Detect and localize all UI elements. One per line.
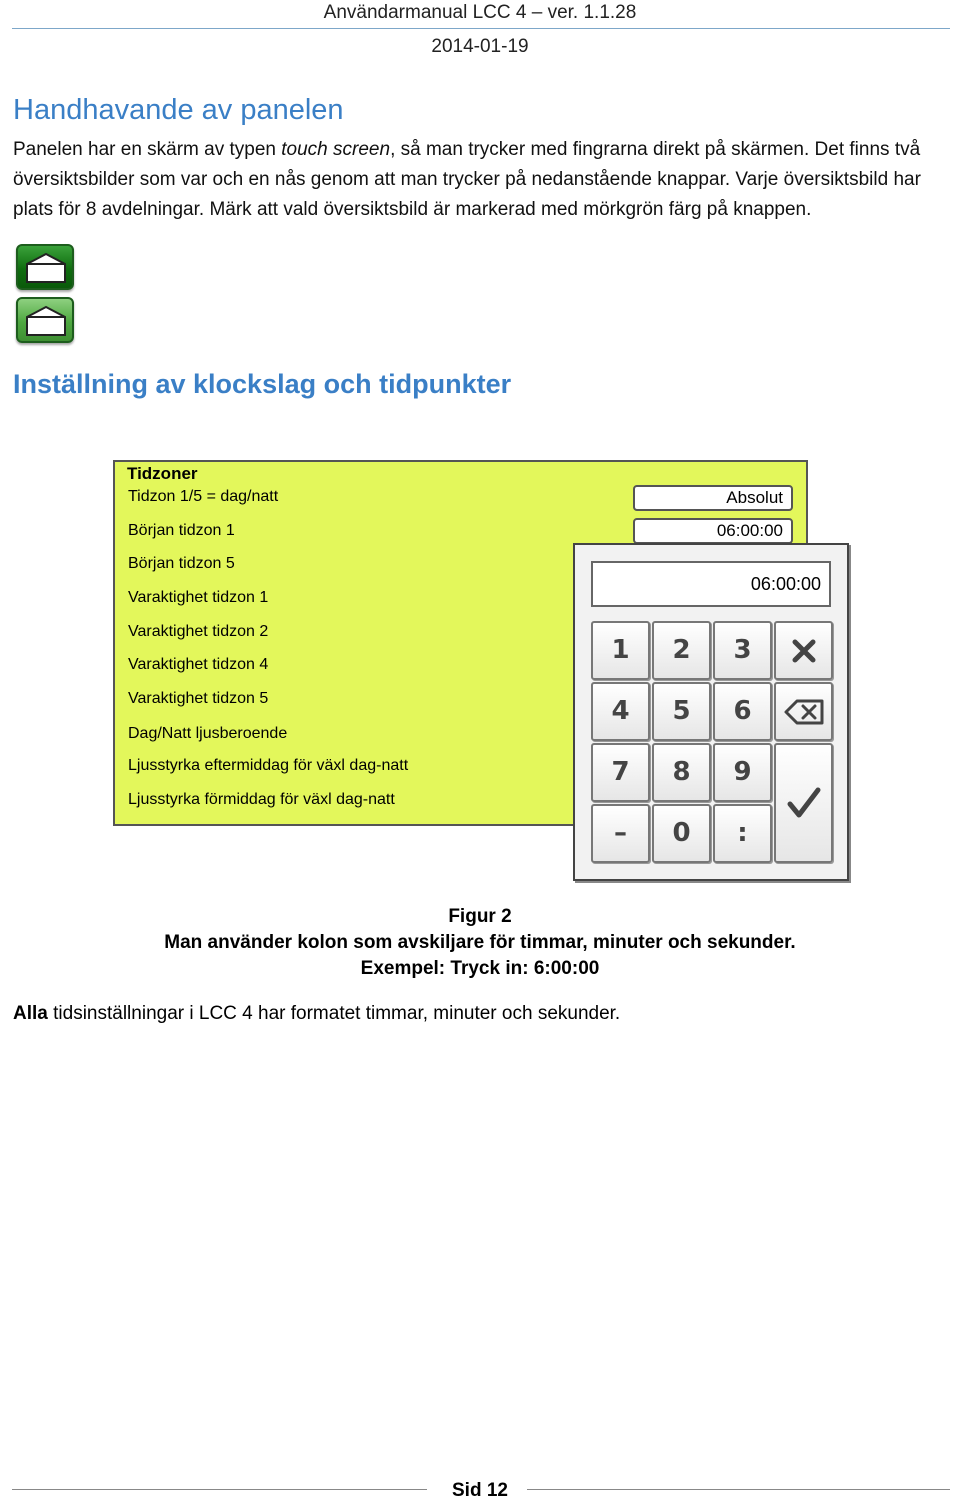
format-note: [13, 1003, 620, 1025]
panel-row[interactable]: Ljusstyrka eftermiddag för växl dag-natt: [128, 757, 409, 774]
key-6[interactable]: 6: [713, 682, 772, 741]
key-5[interactable]: 5: [652, 682, 711, 741]
paragraph-text-start: Panelen har en skärm av typen: [13, 139, 282, 160]
panel-row[interactable]: Varaktighet tidzon 4: [128, 656, 269, 673]
page-number: Sid 12: [452, 1480, 508, 1501]
paragraph-italic-term: touch screen: [281, 139, 391, 160]
section-heading-panel: Handhavande av panelen: [13, 94, 344, 126]
close-icon: [790, 637, 818, 665]
panel-row[interactable]: Början tidzon 1: [128, 522, 235, 539]
panel-title: Tidzoner: [127, 464, 198, 483]
house-icon: [24, 304, 68, 338]
format-note-text: tidsinställningar i LCC 4 har formatet timmar, minuter och sekunder.: [47, 1003, 621, 1024]
document-header-date: 2014-01-19: [431, 36, 529, 57]
panel-row[interactable]: Dag/Natt ljusberoende: [128, 725, 288, 742]
figure-caption-example: Exempel: Tryck in: 6:00:00: [360, 958, 600, 979]
header-divider: [12, 28, 950, 29]
panel-row[interactable]: Varaktighet tidzon 2: [128, 623, 269, 640]
overview-button-1[interactable]: [16, 244, 74, 290]
key-minus[interactable]: –: [591, 804, 650, 863]
cancel-key[interactable]: [774, 621, 833, 680]
panel-row[interactable]: Ljusstyrka förmiddag för växl dag-natt: [128, 791, 395, 808]
start-time-field[interactable]: 06:00:00: [633, 518, 793, 544]
section-heading-time-settings: Inställning av klockslag och tidpunkter: [13, 369, 512, 399]
key-9[interactable]: 9: [713, 743, 772, 802]
enter-key[interactable]: [774, 743, 833, 863]
figure-caption-title: Figur 2: [448, 906, 512, 927]
paragraph-panel-intro: [13, 135, 948, 225]
mode-field[interactable]: Absolut: [633, 485, 793, 511]
numeric-keypad: [573, 543, 849, 881]
key-1[interactable]: 1: [591, 621, 650, 680]
figure-caption-text: Man använder kolon som avskiljare för timmar, minuter och sekunder.: [164, 932, 796, 953]
overview-button-2[interactable]: [16, 297, 74, 343]
panel-row[interactable]: Varaktighet tidzon 1: [128, 589, 269, 606]
keypad-display: 06:00:00: [591, 561, 831, 607]
backspace-icon: [783, 698, 825, 726]
paragraph-text-end: , så man trycker med fingrarna direkt på skärmen. Det finns två översiktsbilder som var och en nås genom att man trycker på nedanstående knappar. Varje översiktsbild har plats för 8 avdelningar. Märk att vald översiktsbild är markerad med mörkgrön färg på knappen.: [13, 139, 921, 220]
key-8[interactable]: 8: [652, 743, 711, 802]
key-0[interactable]: 0: [652, 804, 711, 863]
panel-row[interactable]: Tidzon 1/5 = dag/natt: [128, 488, 279, 505]
document-header-title: Användarmanual LCC 4 – ver. 1.1.28: [323, 2, 637, 23]
panel-row[interactable]: Början tidzon 5: [128, 555, 235, 572]
key-colon[interactable]: :: [713, 804, 772, 863]
format-note-bold: Alla: [13, 1003, 48, 1024]
key-3[interactable]: 3: [713, 621, 772, 680]
key-2[interactable]: 2: [652, 621, 711, 680]
backspace-key[interactable]: [774, 682, 833, 741]
panel-row[interactable]: Varaktighet tidzon 5: [128, 690, 269, 707]
checkmark-icon: [786, 785, 822, 821]
key-4[interactable]: 4: [591, 682, 650, 741]
key-7[interactable]: 7: [591, 743, 650, 802]
house-icon: [24, 251, 68, 285]
